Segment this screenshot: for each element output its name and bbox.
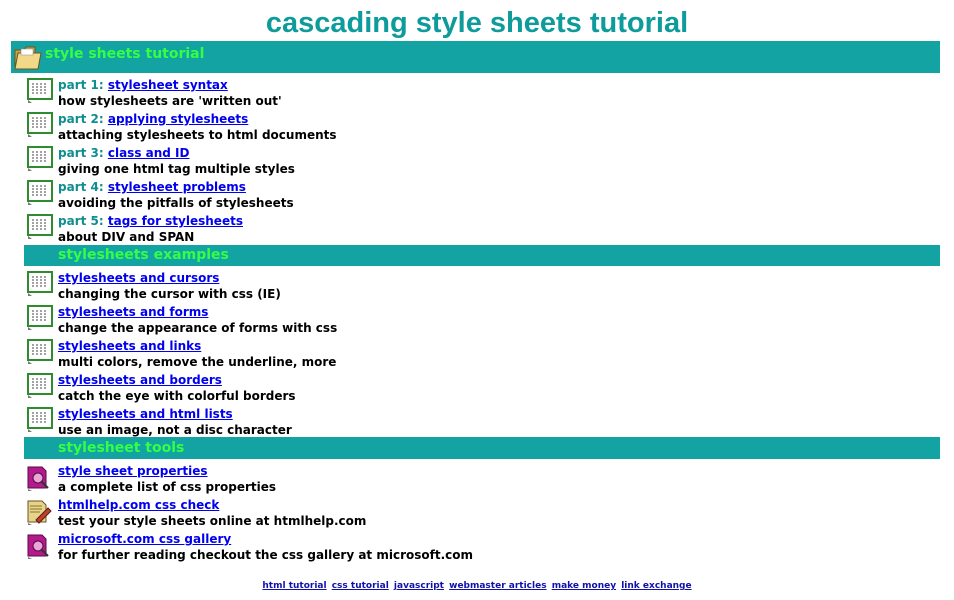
link-tags-for-stylesheets[interactable]: tags for stylesheets [107,214,243,228]
item-description: change the appearance of forms with css [58,321,338,335]
item-description: avoiding the pitfalls of stylesheets [58,196,294,210]
document-icon [26,78,54,106]
item-description: multi colors, remove the underline, more [58,355,337,369]
item-description: how stylesheets are 'written out' [58,94,282,108]
link-applying-stylesheets[interactable]: applying stylesheets [107,112,249,126]
section-header-tutorial [11,41,940,73]
document-icon [26,214,54,242]
item-description: changing the cursor with css (IE) [58,287,281,301]
link-stylesheets-and-cursors[interactable]: stylesheets and cursors [58,271,220,285]
link-style-sheet-properties[interactable]: style sheet properties [58,464,208,478]
tool-icon [26,464,54,492]
tool-icon [26,532,54,560]
link-stylesheets-and-forms[interactable]: stylesheets and forms [58,305,209,319]
link-class-and-id[interactable]: class and ID [107,146,190,160]
section-heading: style sheets tutorial [45,46,205,62]
item-description: for further reading checkout the css gallery at microsoft.com [58,548,474,562]
document-icon [26,271,54,299]
link-stylesheet-syntax[interactable]: stylesheet syntax [107,78,228,92]
link-stylesheets-and-borders[interactable]: stylesheets and borders [58,373,222,387]
section-heading: stylesheets examples [58,247,229,263]
item-description: giving one html tag multiple styles [58,162,295,176]
item-description: test your style sheets online at htmlhelp.com [58,514,367,528]
page-title: cascading style sheets tutorial [265,7,689,39]
section-header-examples [24,245,940,266]
document-icon [26,180,54,208]
link-stylesheets-and-links[interactable]: stylesheets and links [58,339,202,353]
part-label: part 3: [58,146,108,160]
document-icon [26,305,54,333]
part-label: part 2: [58,112,108,126]
document-icon [26,407,54,435]
footer-link-javascript[interactable]: javascript [393,581,444,591]
document-icon [26,339,54,367]
link-htmlhelp-css-check[interactable]: htmlhelp.com css check [58,498,220,512]
footer-link-make-money[interactable]: make money [551,581,617,591]
link-stylesheet-problems[interactable]: stylesheet problems [107,180,246,194]
link-stylesheets-and-html-lists[interactable]: stylesheets and html lists [58,407,233,421]
section-header-tools [24,437,940,459]
item-description: attaching stylesheets to html documents [58,128,337,142]
footer-nav [0,580,954,592]
item-description: use an image, not a disc character [58,423,292,437]
folder-icon [13,43,43,71]
item-description: a complete list of css properties [58,480,277,494]
part-label: part 1: [58,78,108,92]
document-icon [26,373,54,401]
document-icon [26,146,54,174]
part-label: part 5: [58,214,108,228]
footer-link-link-exchange[interactable]: link exchange [621,581,692,591]
link-microsoft-css-gallery[interactable]: microsoft.com css gallery [58,532,232,546]
document-icon [26,112,54,140]
section-heading: stylesheet tools [58,440,185,456]
tool-icon [26,498,54,526]
footer-link-css-tutorial[interactable]: css tutorial [331,581,389,591]
footer-link-html-tutorial[interactable]: html tutorial [262,581,327,591]
item-description: catch the eye with colorful borders [58,389,296,403]
part-label: part 4: [58,180,108,194]
item-description: about DIV and SPAN [58,230,195,244]
footer-link-webmaster-articles[interactable]: webmaster articles [449,581,547,591]
